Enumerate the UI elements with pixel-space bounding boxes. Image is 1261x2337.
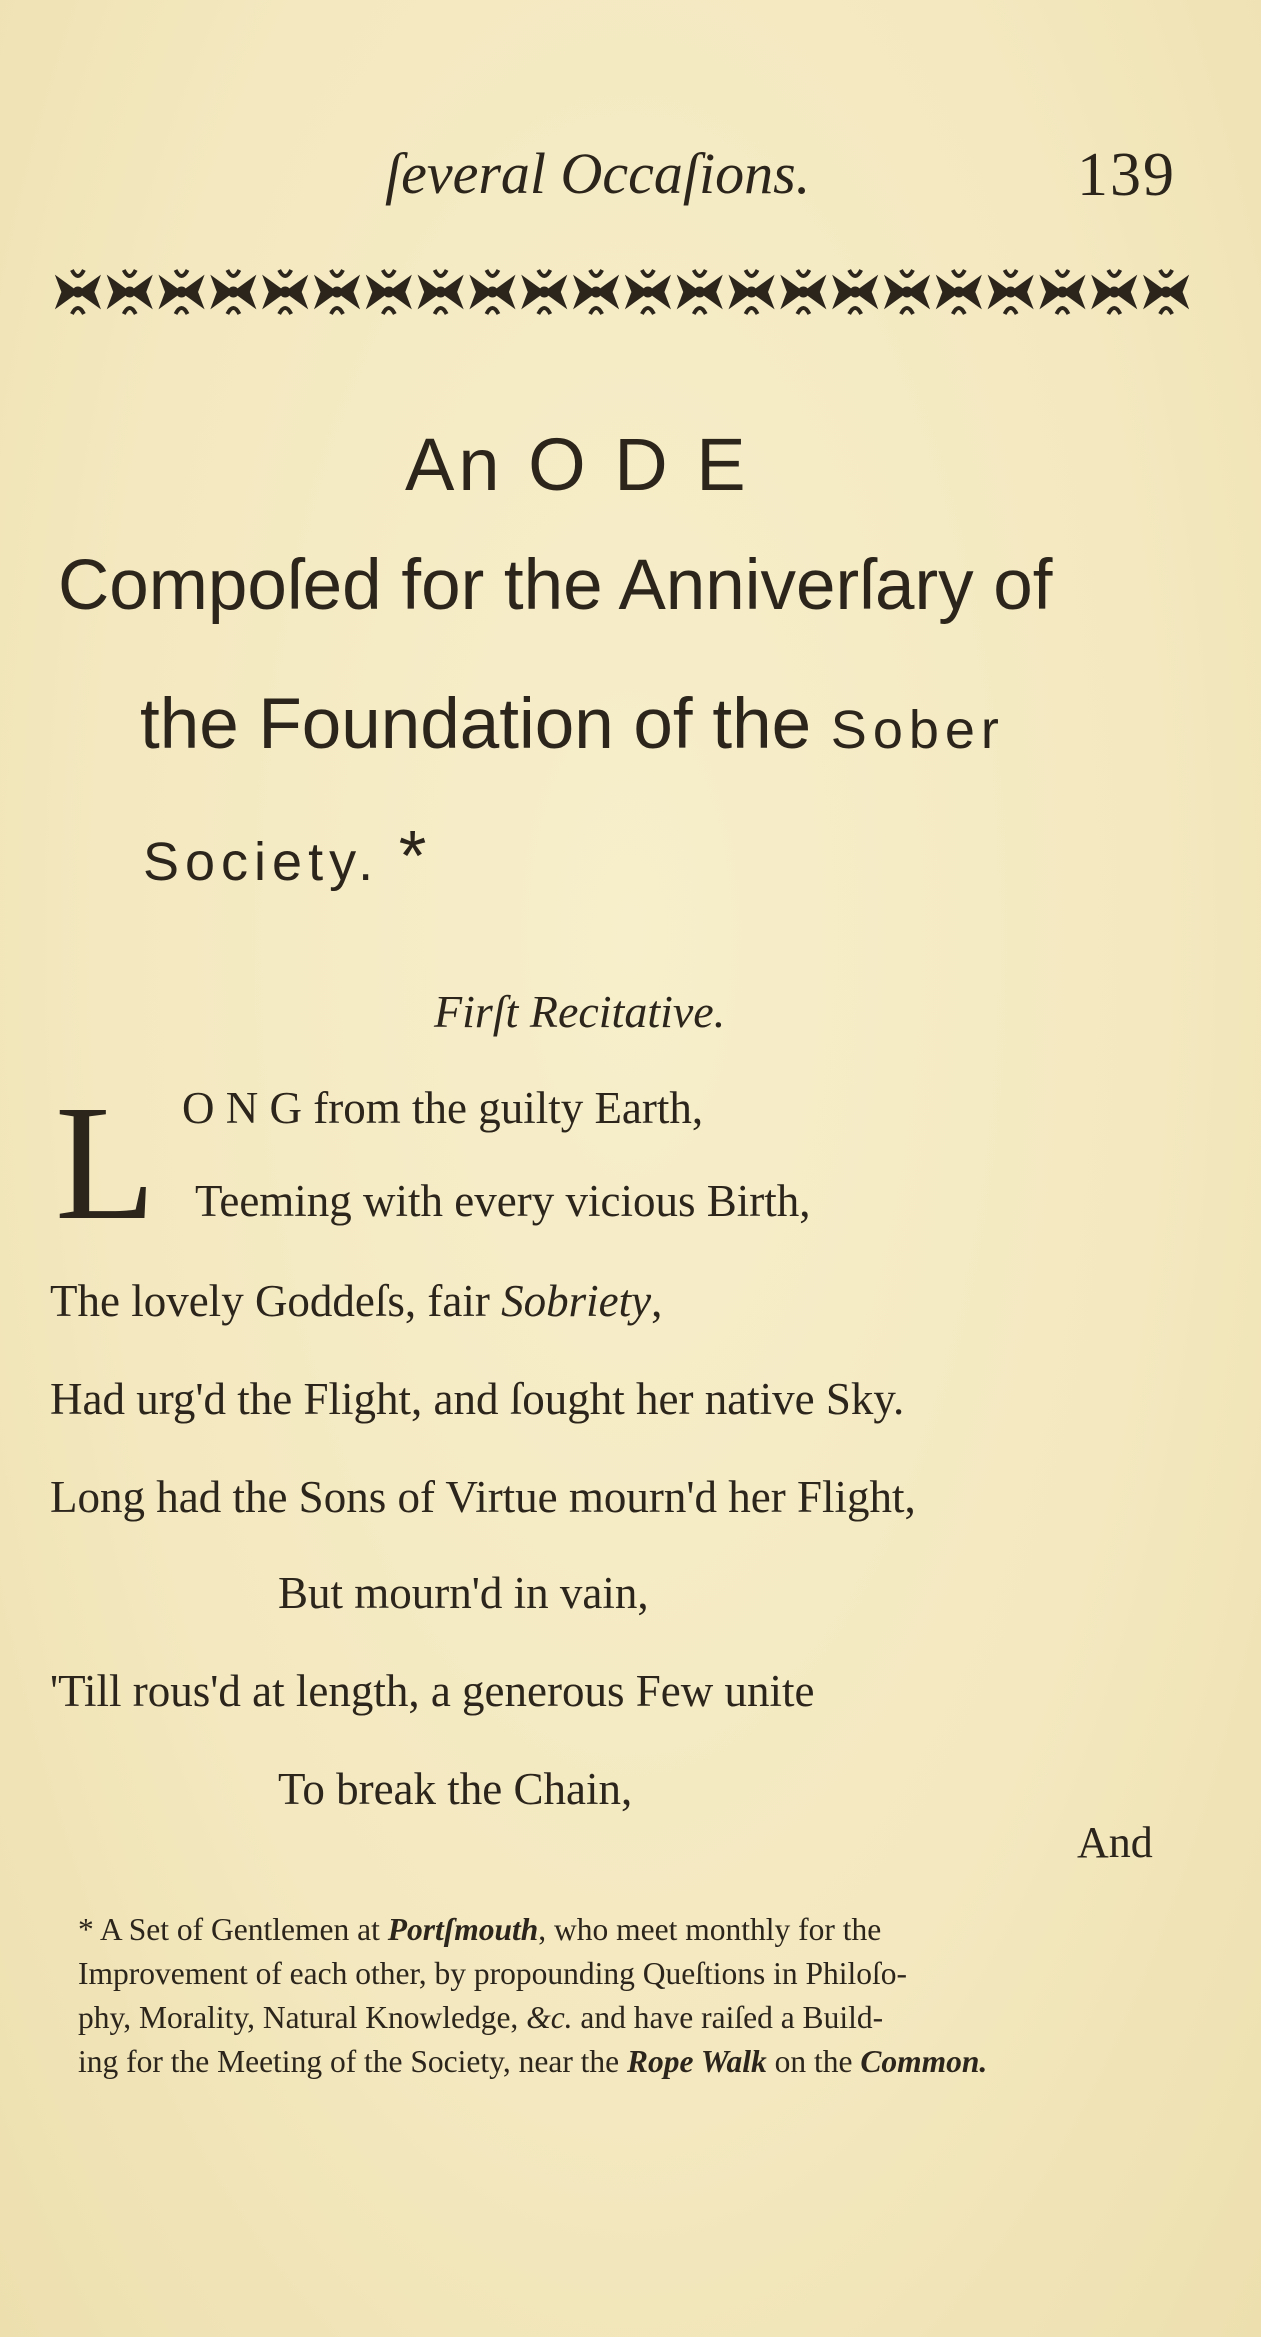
title-line-4 [143,816,426,897]
title-line-2: Compoſed for the Anniverſary of [58,546,1053,625]
title-line-3 [140,684,1005,765]
verse-line [50,1275,662,1327]
fleuron-ornament [626,270,670,314]
fleuron-ornament [678,270,722,314]
printers-ornament-band [52,262,1192,322]
running-head: ſeveral Occaſions. [385,141,811,206]
title-small-caps-sober: Sober [830,700,1005,760]
footnote [78,1908,1190,2084]
fleuron-ornament [885,270,929,314]
fleuron-ornament [833,270,877,314]
fleuron-ornament [108,270,152,314]
title-line-3-text: the Foundation of the [140,685,831,764]
drop-cap: L [55,1071,156,1254]
verse-line: To break the Chain, [278,1764,633,1814]
verse-punctuation: , [651,1276,663,1326]
fleuron-ornament [211,270,255,314]
fleuron-ornament [1144,270,1188,314]
fleuron-ornament [989,270,1033,314]
footnote-line [78,1908,1190,1952]
verse-line: Teeming with every vicious Birth, [195,1176,811,1226]
fleuron-ornament [1040,270,1084,314]
fleuron-ornament [730,270,774,314]
fleuron-ornament [470,270,514,314]
verse-line: O N G from the guilty Earth, [182,1083,704,1133]
fleuron-ornament [367,270,411,314]
footnote-text: , who meet monthly for the [538,1912,882,1947]
verse-text: The lovely Goddeſs, fair [50,1276,502,1326]
footnote-etc: &c. [526,2000,573,2035]
footnote-mark: * [379,817,427,896]
fleuron-ornament [522,270,566,314]
footnote-text: and have raiſed a Build- [572,2000,884,2035]
fleuron-ornament [419,270,463,314]
fleuron-ornament [160,270,204,314]
footnote-line [78,2040,1190,2084]
footnote-line: Improvement of each other, by propounding Queſtions in Philoſo- [78,1956,907,1991]
verse-line: But mourn'd in vain, [278,1568,649,1618]
footnote-rope-walk: Rope Walk [627,2044,767,2079]
fleuron-ornament [1092,270,1136,314]
footnote-text: ing for the Meeting of the Society, near the [78,2044,628,2079]
footnote-place-name: Portſmouth [387,1912,539,1947]
verse-line: Long had the Sons of Virtue mourn'd her Flight, [50,1472,916,1522]
section-title: Firſt Recitative. [434,986,726,1037]
verse-line: 'Till rous'd at length, a generous Few unite [50,1666,815,1716]
footnote-text: phy, Morality, Natural Knowledge, [78,2000,527,2035]
title-small-caps-society: Society. [143,832,380,892]
fleuron-ornament [574,270,618,314]
footnote-text: * A Set of Gentlemen at [78,1912,388,1947]
title-line-1: An O D E [405,423,750,506]
footnote-line [78,1996,1190,2040]
verse-line: Had urg'd the Flight, and ſought her native Sky. [50,1374,905,1424]
fleuron-ornament [781,270,825,314]
footnote-common: Common. [860,2044,988,2079]
fleuron-ornament [263,270,307,314]
fleuron-ornament [315,270,359,314]
verse-italic-word: Sobriety [501,1276,652,1326]
footnote-text: on the [766,2044,861,2079]
page-number: 139 [1077,141,1176,209]
catchword: And [1077,1818,1153,1867]
fleuron-ornament [56,270,100,314]
fleuron-ornament [937,270,981,314]
